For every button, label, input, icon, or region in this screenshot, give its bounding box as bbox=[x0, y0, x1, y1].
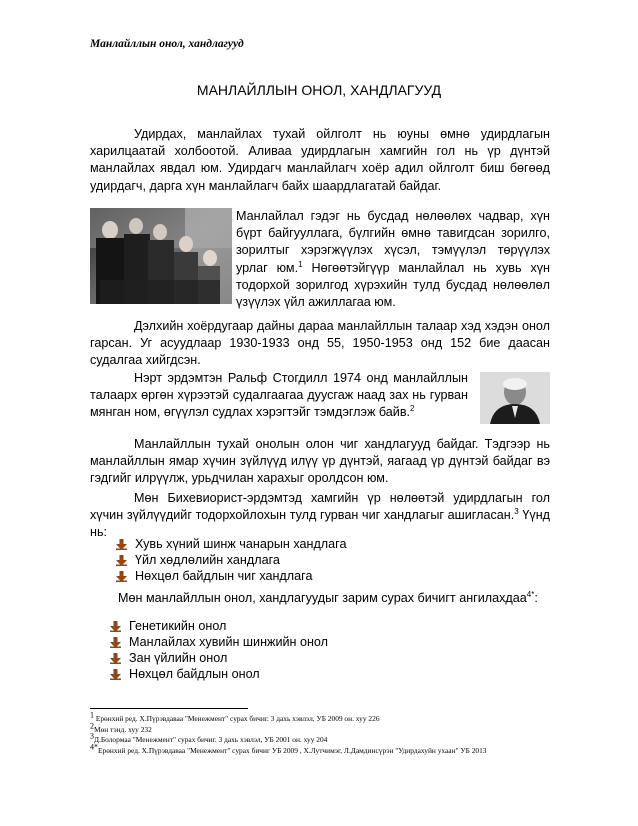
paragraph-approaches bbox=[90, 436, 550, 488]
running-header: Манлайллын онол, хандлагууд bbox=[90, 38, 244, 50]
list-item bbox=[110, 666, 328, 682]
arrow-down-bullet-icon bbox=[110, 637, 121, 648]
footnote-2 bbox=[90, 721, 570, 736]
portrait-photo bbox=[480, 372, 550, 424]
footnotes bbox=[90, 710, 570, 756]
approaches-list bbox=[116, 536, 346, 584]
list-item bbox=[116, 552, 346, 568]
paragraph-classification-text: Мөн манлайллын онол, хандлагуудыг зарим сурах бичигт ангилахдаа bbox=[118, 591, 527, 605]
arrow-down-bullet-icon bbox=[110, 653, 121, 664]
list-item bbox=[110, 634, 328, 650]
meeting-photo-image bbox=[90, 208, 232, 304]
footnote-1 bbox=[90, 710, 570, 725]
paragraph-classification bbox=[118, 590, 558, 607]
theories-list bbox=[110, 618, 328, 682]
list-item-label: Нөхцөл байдлын чиг хандлага bbox=[135, 569, 313, 583]
paragraph-definition-text-cont: Нөгөөтэйгүүр манлайлал нь хувь хүн тодорхой зорилгод хүрэхийн тулд бусдад нөлөөлөл үзүүлэх үйл ажиллагаа юм. bbox=[236, 260, 551, 310]
footnote-ref-1[interactable]: 1 bbox=[298, 259, 303, 269]
arrow-down-bullet-icon bbox=[110, 669, 121, 680]
paragraph-definition bbox=[236, 208, 550, 311]
footnote-mark: 1 bbox=[90, 710, 94, 720]
arrow-down-bullet-icon bbox=[116, 555, 127, 566]
paragraph-history-text: Дэлхийн хоёрдугаар дайны дараа манлайллын талаар хэд хэдэн онол гарсан. Уг асуудлаар 1930-1933 онд 55, 1950-1953 онд 152 бие даасан судалгаа хийгдсэн. bbox=[90, 319, 550, 368]
paragraph-behaviorist-text: Мөн Бихевиорист-эрдэмтэд хамгийн үр нөлөөтэй удирдлагын гол хүчин зүйлүүдийг тодорхойлохын тулд гурван чиг хандлагыг ашигласан. bbox=[90, 491, 550, 523]
list-item-label: Генетикийн онол bbox=[129, 619, 227, 633]
footnote-separator bbox=[90, 708, 248, 709]
list-item bbox=[110, 650, 328, 666]
footnote-ref-4[interactable]: 4* bbox=[526, 589, 535, 599]
meeting-photo bbox=[90, 208, 232, 304]
list-item bbox=[110, 618, 328, 634]
list-item-label: Хувь хүний шинж чанарын хандлага bbox=[135, 537, 347, 551]
list-item-label: Манлайлах хувийн шинжийн онол bbox=[129, 635, 329, 649]
portrait-photo-image bbox=[480, 372, 550, 424]
footnote-mark: 2 bbox=[90, 721, 94, 731]
list-item bbox=[116, 536, 346, 552]
page-title: МАНЛАЙЛЛЫН ОНОЛ, ХАНДЛАГУУД bbox=[196, 82, 442, 98]
arrow-down-bullet-icon bbox=[116, 539, 127, 550]
arrow-down-bullet-icon bbox=[110, 621, 121, 632]
paragraph-classification-tail: : bbox=[534, 591, 538, 605]
footnote-ref-2[interactable]: 2 bbox=[410, 404, 415, 414]
paragraph-definition-text: Манлайлал гэдэг нь бусдад нөлөөлөх чадвар, хүн бүрт байгууллага, бүлгийн өмнө тавигдсан зорилго, зорилтыг хэрэгжүүлэх хүсэл, тэмүүлэл төрүүлэх урлаг юм. bbox=[236, 209, 550, 275]
paragraph-stogdill-text: Нэрт эрдэмтэн Ральф Стогдилл 1974 онд манлайллын талаарх өргөн хүрээтэй судалгаагаа дуусгаж наад зах нь гурван мянган ном, өгүүлэл судлах хэрэгтэйг тэмдэглэж байв. bbox=[90, 371, 468, 420]
paragraph-behaviorist-tail: Үүнд нь: bbox=[90, 508, 550, 540]
paragraph-behaviorist bbox=[90, 490, 550, 542]
paragraph-intro-text: Удирдах, манлайлах тухай ойлголт нь юуны өмнө удирдлагын харилцаатай холбоотой. Аливаа удирдлагын хамгийн гол нь үр дүнтэй манлайлах явдал юм. Удирдагч манлайлагч хоёр адил ойлголт биш бөгөөд удирдагч, дарга хүн манлайлагч байх шаардлагатай байдаг. bbox=[90, 127, 550, 193]
footnote-4 bbox=[90, 742, 570, 757]
arrow-down-bullet-icon bbox=[116, 571, 127, 582]
footnote-text: Ерөнхий ред. Х.Пүрэвдаваа "Менежмент" сурах бичиг. 3 дахь хэвлэл, УБ 2009 он. хуу 226 bbox=[94, 714, 380, 723]
paragraph-intro bbox=[90, 126, 550, 195]
footnote-text: Ерөнхий ред. Х.Пүрэвдаваа "Менежмент" сурах бичиг УБ 2009 , Х.Лутчимэг, Л.Дамдинсүрэн "Удирдахуйн ухаан" УБ 2013 bbox=[98, 745, 487, 755]
list-item-label: Зан үйлийн онол bbox=[129, 651, 228, 665]
list-item-label: Үйл хөдлөлийн хандлага bbox=[135, 553, 280, 567]
list-item bbox=[116, 568, 346, 584]
footnote-ref-3[interactable]: 3 bbox=[514, 507, 519, 517]
paragraph-approaches-text: Манлайллын тухай онолын олон чиг хандлагууд байдаг. Тэдгээр нь манлайллын ямар хүчин зүйлүүд илүү үр дүнтэй, яагаад үр дүнтэй байдаг вэ гэдгийг илрүүлж, урьдчилан харахыг оролдсон юм. bbox=[90, 437, 550, 486]
footnote-text: Д.Болормаа "Менежмент" сурах бичиг. 3 дахь хэвлэл, УБ 2001 он. хуу 204 bbox=[94, 735, 328, 744]
paragraph-history bbox=[90, 318, 550, 370]
footnote-text: Мөн тэнд. хуу 232 bbox=[94, 724, 152, 734]
list-item-label: Нөхцөл байдлын онол bbox=[129, 667, 260, 681]
footnote-3 bbox=[90, 731, 570, 746]
paragraph-stogdill bbox=[90, 370, 468, 422]
footnote-mark: 4* bbox=[90, 742, 98, 752]
footnote-mark: 3 bbox=[90, 731, 94, 741]
